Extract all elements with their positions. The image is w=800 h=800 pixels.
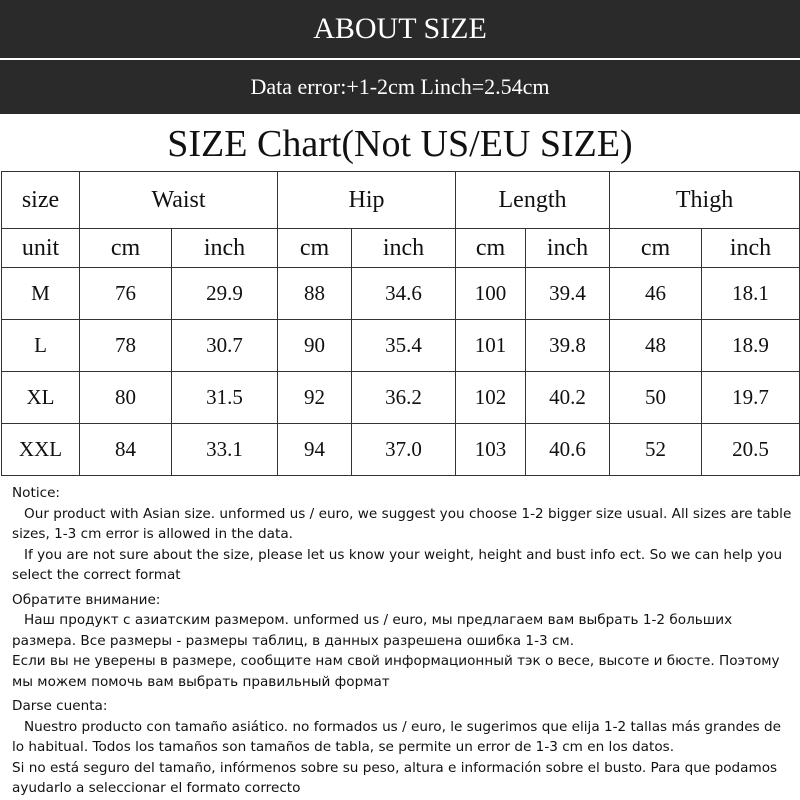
table-cell: 76 [80,268,172,320]
unit-cell: cm [610,229,702,268]
unit-cell: cm [456,229,526,268]
unit-cell: inch [702,229,800,268]
notice-text-en-2: If you are not sure about the size, please let us know your weight, height and bust info ect. So we can help you select the correct format [12,546,783,583]
table-cell: 18.9 [702,320,800,372]
table-cell: 35.4 [352,320,456,372]
notice-text-es-2: Si no está seguro del tamaño, infórmenos sobre su peso, altura e información sobre el busto. Para que podamos ayudarlo a seleccionar el formato correcto [12,759,778,796]
table-cell: 29.9 [172,268,278,320]
table-cell: 94 [278,424,352,476]
notice-text-ru-1: Наш продукт с азиатским размером. unformed us / euro, мы предлагаем вам выбрать 1-2 больших размера. Все размеры - размеры таблиц, в данных разрешена ошибка 1-3 см. [12,612,733,649]
table-cell: 39.8 [526,320,610,372]
table-cell: 48 [610,320,702,372]
table-row [2,372,800,424]
table-cell: 19.7 [702,372,800,424]
table-cell: 52 [610,424,702,476]
unit-cell: inch [172,229,278,268]
table-row [2,268,800,320]
table-cell: 31.5 [172,372,278,424]
unit-cell: inch [352,229,456,268]
table-header-row [2,172,800,229]
unit-cell: inch [526,229,610,268]
table-cell: 88 [278,268,352,320]
header-hip: Hip [278,172,456,229]
notice-heading-ru: Обратите внимание: [12,591,161,608]
table-cell: 36.2 [352,372,456,424]
table-cell: 102 [456,372,526,424]
size-chart-title: SIZE Chart(Not US/EU SIZE) [167,123,633,165]
table-cell: 50 [610,372,702,424]
table-cell: 46 [610,268,702,320]
notice-text-es-1: Nuestro producto con tamaño asiático. no formados us / euro, le sugerimos que elija 1-2 tallas más grandes de lo habitual. Todos los tamaños son tamaños de tabla, se permite un error de 1-3 cm en los datos. [12,718,781,755]
banner-title: ABOUT SIZE [313,12,487,45]
notice-text-en-1: Our product with Asian size. unformed us / euro, we suggest you choose 1-2 bigger size usual. All sizes are table sizes, 1-3 cm error is allowed in the data. [12,505,792,542]
table-unit-row [2,229,800,268]
notice-text-ru-2: Если вы не уверены в размере, сообщите нам свой информационный тэк о весе, высоте и бюсте. Поэтому мы можем помочь вам выбрать правильный формат [12,653,780,690]
table-cell: 20.5 [702,424,800,476]
table-cell: 39.4 [526,268,610,320]
header-length: Length [456,172,610,229]
table-cell: 92 [278,372,352,424]
table-cell: 18.1 [702,268,800,320]
header-size: size [2,172,80,229]
table-cell: 84 [80,424,172,476]
table-cell: 101 [456,320,526,372]
table-cell: 30.7 [172,320,278,372]
size-label-cell: M [2,268,80,320]
unit-cell: cm [80,229,172,268]
table-cell: 33.1 [172,424,278,476]
table-cell: 100 [456,268,526,320]
table-cell: 40.2 [526,372,610,424]
size-table [1,171,800,476]
notice-heading-es: Darse cuenta: [12,698,108,714]
unit-cell: cm [278,229,352,268]
size-label-cell: L [2,320,80,372]
table-cell: 78 [80,320,172,372]
size-label-cell: XL [2,372,80,424]
table-cell: 37.0 [352,424,456,476]
size-label-cell: XXL [2,424,80,476]
table-row [2,424,800,476]
notice-heading-en: Notice: [12,485,61,501]
table-cell: 80 [80,372,172,424]
header-thigh: Thigh [610,172,800,229]
table-cell: 103 [456,424,526,476]
notices [12,483,794,799]
data-error-banner [0,60,800,114]
table-row [2,320,800,372]
unit-cell: unit [2,229,80,268]
table-cell: 90 [278,320,352,372]
table-cell: 34.6 [352,268,456,320]
header-waist: Waist [80,172,278,229]
banner-subtitle: Data error:+1-2cm Linch=2.54cm [250,74,550,99]
table-cell: 40.6 [526,424,610,476]
about-size-banner [0,0,800,58]
